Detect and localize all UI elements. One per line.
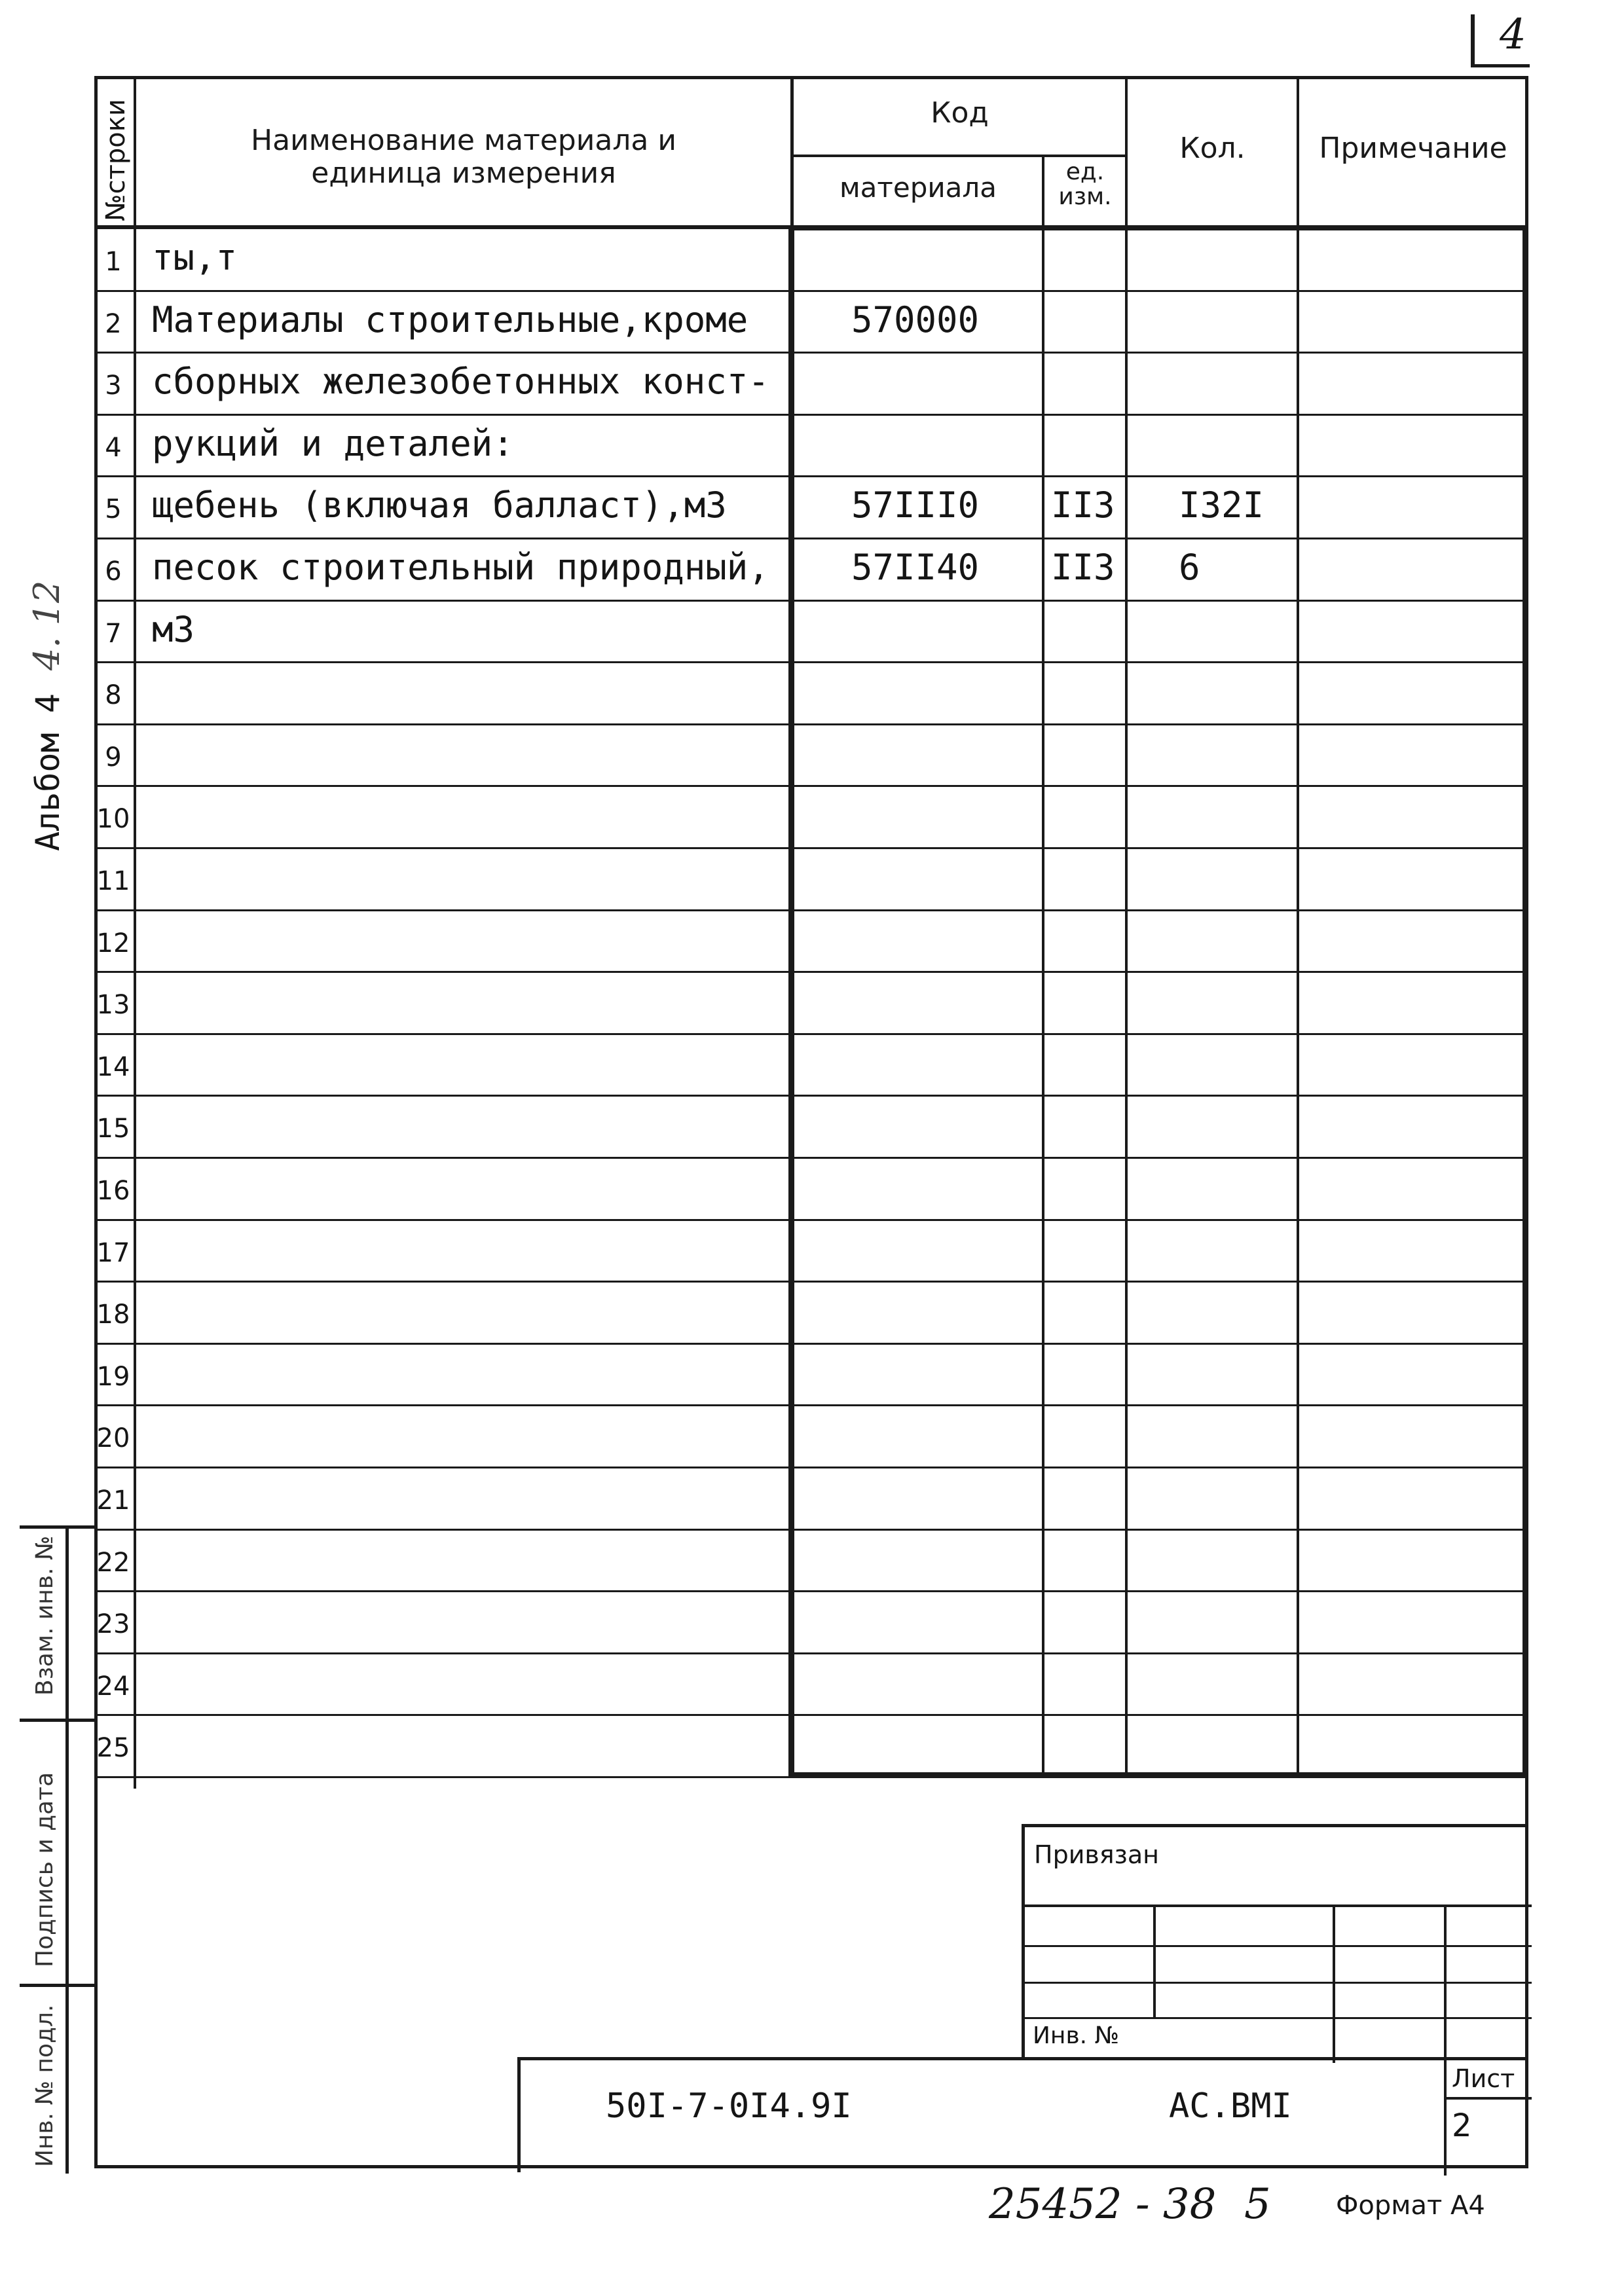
row-number: 7 [105, 618, 122, 649]
row-code: 57II40 [851, 547, 980, 588]
bound-label: Привязан [1034, 1840, 1159, 1869]
row-code: 570000 [851, 299, 980, 340]
row-number: 14 [96, 1051, 130, 1082]
body-sep-qty [1125, 227, 1128, 1778]
row-qty: I32I [1179, 484, 1264, 526]
format-label: Формат А4 [1336, 2191, 1485, 2221]
sheet-value: 2 [1452, 2107, 1472, 2144]
row-name: ты,т [152, 237, 238, 278]
body-sep-note [1297, 227, 1299, 1778]
album-label: Альбом 4 [29, 693, 67, 851]
row-number: 3 [105, 371, 122, 401]
row-number: 18 [96, 1300, 130, 1330]
code-subheader-line [790, 155, 1126, 157]
stamp-label-1: Взам. инв. № [31, 1535, 58, 1696]
row-name: щебень (включая балласт),м3 [152, 484, 727, 526]
row-code: 57III0 [851, 484, 980, 526]
page-number-underline [1471, 64, 1530, 67]
row-number: 20 [96, 1423, 130, 1454]
row-number: 23 [96, 1609, 130, 1640]
sheet-label: Лист [1452, 2064, 1515, 2093]
header-material: материала [839, 172, 997, 204]
row-qty: 6 [1179, 547, 1200, 588]
handwritten-mark: 5 [1244, 2180, 1271, 2229]
side-stamp-strip [20, 1525, 97, 2180]
row-number: 13 [96, 990, 130, 1021]
row-number: 15 [96, 1114, 130, 1144]
row-number: 2 [105, 308, 122, 339]
row-unit: II3 [1051, 547, 1115, 588]
doc-code: АС.ВМI [1169, 2086, 1292, 2126]
row-number: 19 [96, 1361, 130, 1392]
header-name: Наименование материала и единица измерения [251, 124, 676, 190]
row-number: 25 [96, 1733, 130, 1764]
main-stamp [517, 2057, 1528, 2172]
row-name: м3 [152, 608, 195, 650]
header-unit: ед. изм. [1058, 158, 1112, 210]
row-name: Материалы строительные,кроме [152, 299, 748, 340]
row-name: рукций и деталей: [152, 422, 514, 464]
row-number: 16 [96, 1176, 130, 1206]
header-qty: Кол. [1179, 132, 1246, 165]
row-number: 17 [96, 1237, 130, 1268]
bound-box [1022, 1824, 1528, 2060]
row-number: 21 [96, 1485, 130, 1516]
page-number: 4 [1500, 10, 1526, 59]
row-name: сборных железобетонных конст- [152, 361, 769, 403]
inv-label: Инв. № [1033, 2022, 1120, 2049]
page-number-bar [1471, 14, 1475, 67]
row-number: 12 [96, 928, 130, 958]
row-number: 6 [105, 556, 122, 587]
row-number: 22 [96, 1547, 130, 1578]
table-thick-box [788, 227, 1528, 1778]
row-number: 10 [96, 804, 130, 835]
header-code: Код [931, 96, 989, 130]
row-unit: II3 [1051, 484, 1115, 526]
handwritten-number: 25452 - 38 [989, 2180, 1217, 2229]
row-number: 24 [96, 1671, 130, 1702]
stamp-label-3: Инв. № подл. [31, 2004, 58, 2167]
body-sep-unit [1042, 227, 1044, 1778]
row-number: 4 [105, 432, 122, 463]
header-row-no: №строки [101, 99, 131, 221]
row-number: 9 [105, 742, 122, 773]
header-note: Примечание [1319, 132, 1507, 165]
doc-number: 50I-7-0I4.9I [606, 2086, 852, 2126]
row-name: песок строительный природный, [152, 547, 769, 588]
row-number: 1 [105, 247, 122, 277]
row-number: 8 [105, 680, 122, 711]
album-handwritten: 4. 12 [26, 580, 67, 671]
row-number: 11 [96, 866, 130, 896]
row-number: 5 [105, 494, 122, 525]
stamp-label-2: Подпись и дата [31, 1772, 58, 1967]
